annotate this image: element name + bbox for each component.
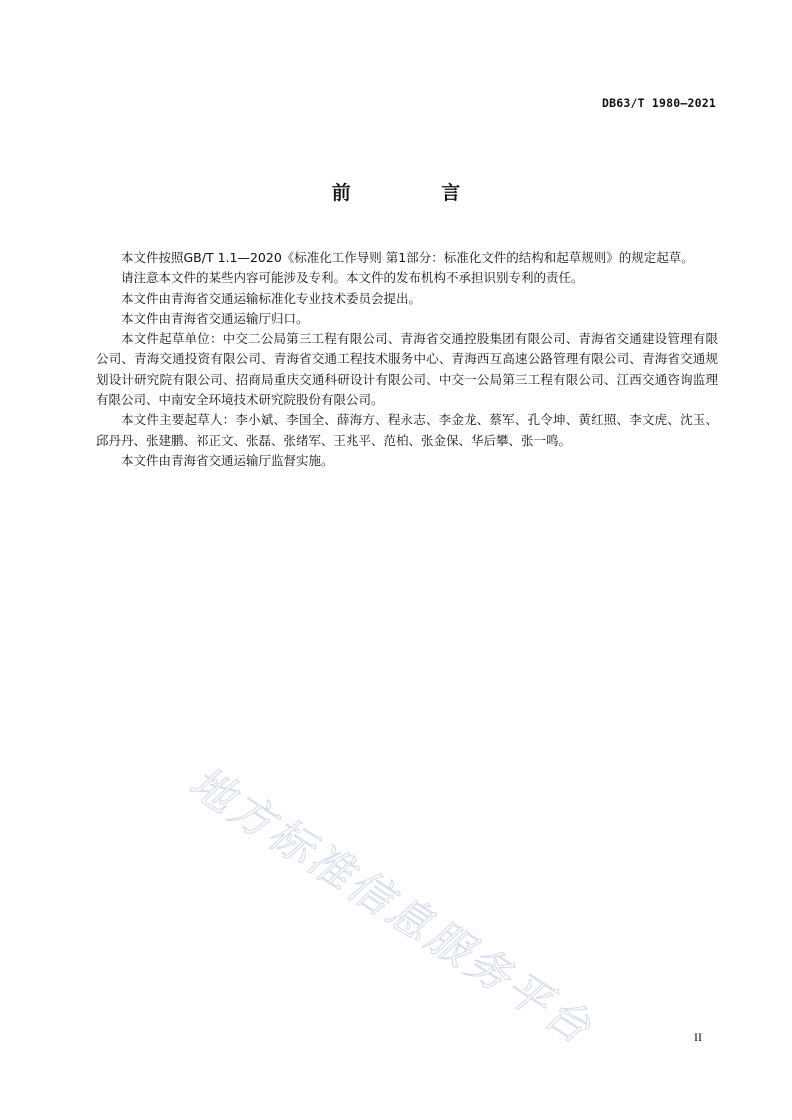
paragraph-supervision: 本文件由青海省交通运输厅监督实施。 (121, 452, 334, 468)
watermark: 地方标准信息服务平台 (180, 757, 602, 1056)
foreword-body (96, 248, 718, 471)
paragraph-managed-by: 本文件由青海省交通运输厅归口。 (121, 310, 309, 326)
paragraph-proposed-by: 本文件由青海省交通运输标准化专业技术委员会提出。 (121, 290, 422, 306)
page-number: II (694, 1030, 702, 1044)
paragraph-drafting-rules: 本文件按照GB/T 1.1—2020《标准化工作导则 第1部分：标准化文件的结构和起草规则》的规定起草。 (121, 250, 694, 265)
page-title: 前 言 (331, 182, 503, 204)
paragraph-drafters: 本文件主要起草人：李小斌、李国全、薛海方、程永志、李金龙、蔡军、孔令坤、黄红照、李文虎、沈玉、邱丹丹、张建鹏、祁正文、张磊、张绪军、王兆平、范柏、张金保、华后攀、张一鸣。 (96, 412, 718, 448)
paragraph-drafting-units: 本文件起草单位：中交二公局第三工程有限公司、青海省交通控股集团有限公司、青海省交通建设管理有限公司、青海交通投资有限公司、青海省交通工程技术服务中心、青海西互高速公路管理有限公司、青海省交通规划设计研究院有限公司、招商局重庆交通科研设计有限公司、中交一公局第三工程有限公司、江西交通咨询监理有限公司、中南安全环境技术研究院股份有限公司。 (96, 331, 718, 408)
document-code: DB63/T 1980—2021 (602, 96, 716, 110)
paragraph-patent-notice: 请注意本文件的某些内容可能涉及专利。本文件的发布机构不承担识别专利的责任。 (121, 270, 584, 286)
